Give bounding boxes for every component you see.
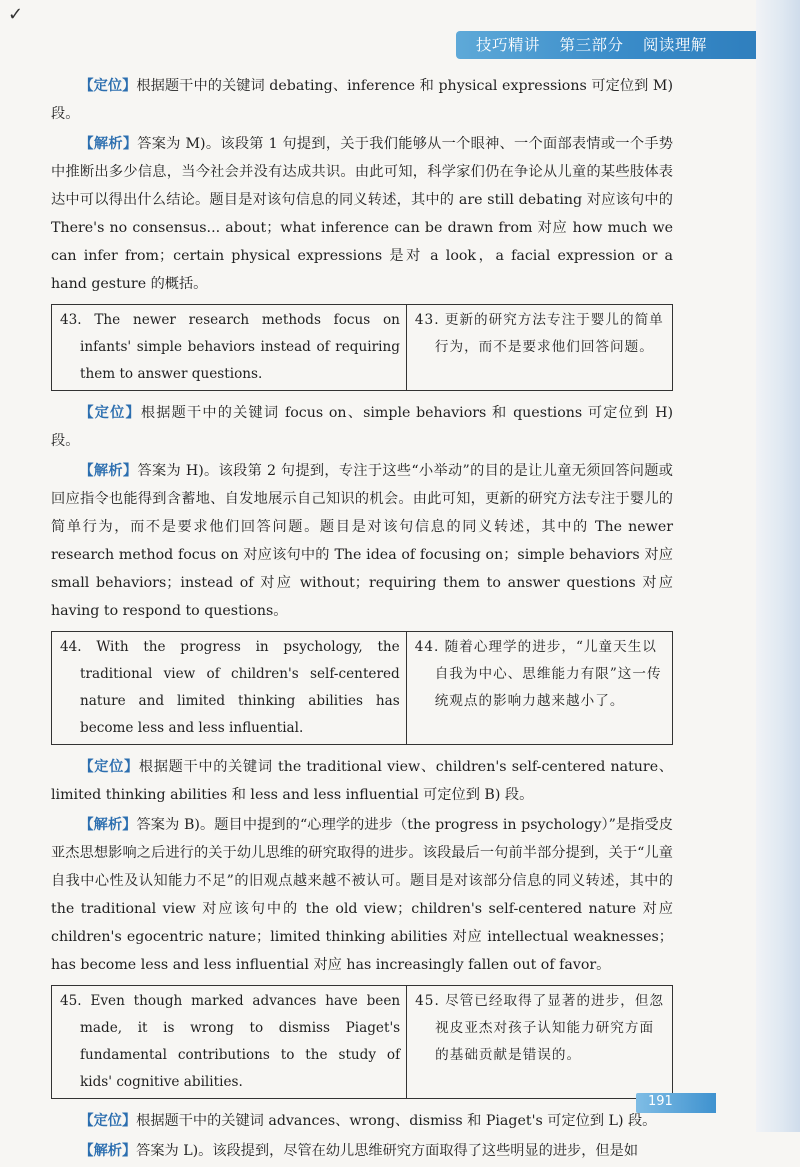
analysis-text: 答案为 H)。该段第 2 句提到，专注于这些“小举动”的目的是让儿童无须回答问题或回应指令也能得到含蓄地、自发地展示自己知识的机会。由此可知，更新的研究方法专注于婴儿的简单行为，而不是要求他们回答问题。题目是对该句信息的同义转述，其中的 The newer research method focus on 对应该句中的 The idea of focusing on；simple behaviors 对应 small behaviors；instead of 对应 without；requiring them to answer questions 对应 having to respond to questions。: [51, 463, 673, 619]
locate-tag: 【定位】: [79, 78, 137, 94]
locate-paragraph-43: [51, 399, 673, 455]
locate-paragraph-42: [51, 72, 673, 128]
analysis-tag: 【解析】: [79, 1143, 137, 1159]
question-45-chinese: [407, 986, 673, 1099]
analysis-tag: 【解析】: [79, 136, 138, 152]
question-44-table: [51, 631, 673, 745]
locate-text: 根据题干中的关键词 advances、wrong、dismiss 和 Piaget's 可定位到 L) 段。: [136, 1113, 657, 1129]
question-44-chinese: [406, 632, 672, 745]
analysis-text: 答案为 B)。题目中提到的“心理学的进步（the progress in psychology）”是指受皮亚杰思想影响之后进行的关于幼儿思维的研究取得的进步。该段最后一句前半部分提到，关于“儿童自我中心性及认知能力不足”的旧观点越来越不被认可。题目是对该部分信息的同义转述，其中的 the traditional view 对应该句中的 the old view；children's self-centered nature 对应 children's egocentric nature；limited thinking abilities 对应 intellectual weaknesses；has become less and less influential 对应 has increasingly fallen out of favor。: [51, 817, 673, 973]
locate-tag: 【定位】: [79, 759, 139, 775]
section-header: [476, 33, 746, 55]
question-43-english-text: 43. The newer research methods focus on infants' simple behaviors instead of requiring them to answer questions.: [60, 312, 400, 382]
page-edge: [756, 0, 800, 1132]
question-43-table: [51, 304, 673, 391]
question-45-chinese-text: 45. 尽管已经取得了显著的进步，但忽视皮亚杰对孩子认知能力研究方面的基础贡献是错误的。: [415, 993, 665, 1063]
analysis-paragraph-44: [51, 811, 673, 979]
analysis-paragraph-45: [51, 1137, 673, 1165]
locate-paragraph-44: [51, 753, 673, 809]
analysis-paragraph-43: [51, 457, 673, 625]
analysis-tag: 【解析】: [79, 817, 137, 833]
question-45-english: [52, 986, 407, 1099]
locate-text: 根据题干中的关键词 the traditional view、children's self-centered nature、limited thinking abilities 和 less and less influential 可定位到 B) 段。: [51, 759, 673, 803]
locate-text: 根据题干中的关键词 debating、inference 和 physical expressions 可定位到 M) 段。: [51, 78, 673, 122]
locate-text: 根据题干中的关键词 focus on、simple behaviors 和 questions 可定位到 H) 段。: [51, 405, 673, 449]
analysis-text: 答案为 L)。该段提到，尽管在幼儿思维研究方面取得了这些明显的进步，但是如: [136, 1143, 639, 1159]
locate-paragraph-45: [51, 1107, 673, 1135]
analysis-paragraph-42: [51, 130, 673, 298]
question-45-english-text: 45. Even though marked advances have been made, it is wrong to dismiss Piaget's fundamental contributions to the study of kids' cognitive abilities.: [60, 993, 401, 1090]
locate-tag: 【定位】: [79, 1113, 137, 1129]
question-43-english: [52, 305, 407, 391]
question-43-chinese: [406, 305, 672, 391]
analysis-tag: 【解析】: [79, 463, 138, 479]
header-section-1: 技巧精讲: [476, 36, 541, 54]
page-content: [51, 72, 673, 1167]
header-section-3: 阅读理解: [642, 36, 707, 54]
locate-tag: 【定位】: [79, 405, 141, 421]
question-44-english-text: 44. With the progress in psychology, the traditional view of children's self-centered nature and limited thinking abilities has become less and less influential.: [60, 639, 400, 736]
page-number: 191: [648, 1094, 673, 1109]
header-section-2: 第三部分: [559, 36, 624, 54]
analysis-text: 答案为 M)。该段第 1 句提到，关于我们能够从一个眼神、一个面部表情或一个手势中推断出多少信息，当今社会并没有达成共识。由此可知，科学家们仍在争论从儿童的某些肢体表达中可以得出什么结论。题目是对该句信息的同义转述，其中的 are still debating 对应该句中的 There's no consensus... about；what inference can be drawn from 对应 how much we can infer from；certain physical expressions 是对 a look，a facial expression or a hand gesture 的概括。: [51, 136, 673, 292]
question-44-english: [52, 632, 407, 745]
question-43-chinese-text: 43. 更新的研究方法专注于婴儿的简单行为，而不是要求他们回答问题。: [414, 312, 664, 355]
question-44-chinese-text: 44. 随着心理学的进步，“儿童天生以自我为中心、思维能力有限”这一传统观点的影响力越来越小了。: [414, 639, 662, 709]
check-mark-icon: ✓: [8, 4, 24, 25]
question-45-table: [51, 985, 673, 1099]
